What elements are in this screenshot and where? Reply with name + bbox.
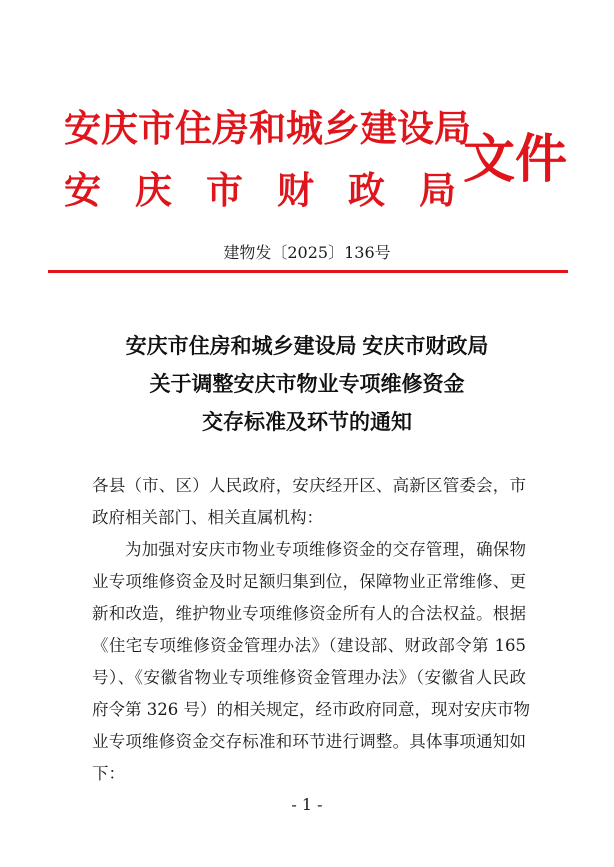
paragraph-line: 新和改造，维护物业专项维修资金所有人的合法权益。根据 — [92, 604, 526, 623]
paragraph-line: 《住宅专项维修资金管理办法》（建设部、财政部令第 165 — [92, 636, 526, 655]
document-number: 建物发〔2025〕136号 — [223, 243, 391, 262]
title-line-1: 安庆市住房和城乡建设局 安庆市财政局 — [125, 335, 489, 358]
paragraph-line: 为加强对安庆市物业专项维修资金的交存管理，确保物 — [125, 540, 526, 559]
letterhead — [0, 0, 614, 260]
paragraph-line: 下： — [92, 764, 125, 783]
issuer-finance-bureau: 安庆市财政局 — [64, 168, 490, 212]
paragraph-line: 业专项维修资金及时足额归集到位，保障物业正常维修、更 — [92, 572, 526, 591]
salutation-line: 政府相关部门、相关直属机构： — [92, 508, 323, 527]
document-suffix: 文件 — [463, 129, 568, 190]
paragraph-line: 号）、《安徽省物业专项维修资金管理办法》（安徽省人民政 — [92, 668, 526, 687]
page-number: - 1 - — [291, 795, 323, 814]
paragraph-line: 府令第 326 号）的相关规定，经市政府同意，现对安庆市物 — [92, 700, 530, 719]
paragraph-line: 业专项维修资金交存标准和环节进行调整。具体事项通知如 — [92, 732, 526, 751]
salutation-line: 各县（市、区）人民政府，安庆经开区、高新区管委会，市 — [92, 476, 526, 495]
title-line-3: 交存标准及环节的通知 — [202, 411, 412, 434]
red-divider — [48, 270, 568, 273]
document-body — [92, 470, 530, 790]
issuer-housing-bureau: 安庆市住房和城乡建设局 — [64, 106, 471, 150]
title-line-2: 关于调整安庆市物业专项维修资金 — [149, 373, 465, 396]
